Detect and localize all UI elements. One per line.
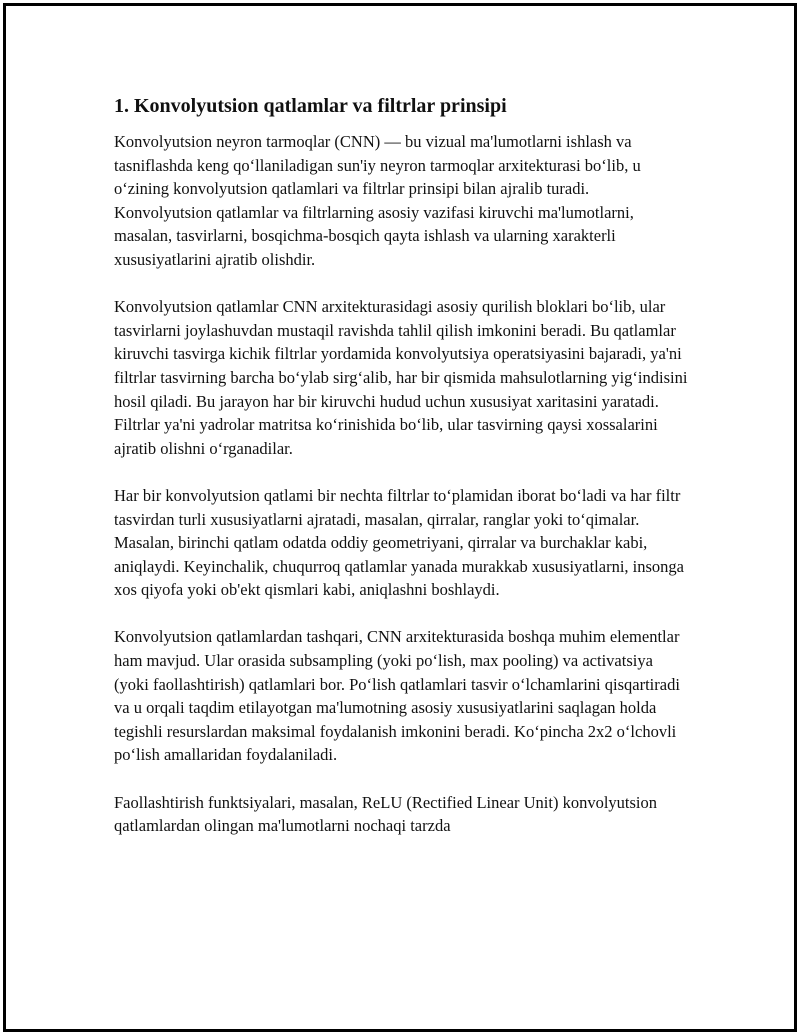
document-body — [114, 92, 690, 861]
paragraph-1: Konvolyutsion neyron tarmoqlar (CNN) — bu vizual ma'lumotlarni ishlash va tasniflashda keng qo‘llaniladigan sun'iy neyron tarmoqlar arxitekturasi bo‘lib, u o‘zining konvolyutsion qatlamlari va filtrlar prinsipi bilan ajralib turadi. Konvolyutsion qatlamlar va filtrlarning asosiy vazifasi kiruvchi ma'lumotlarni, masalan, tasvirlarni, bosqichma-bosqich qayta ishlash va ularning xarakterli xususiyatlarini ajratib olishdir. — [114, 132, 641, 269]
paragraph-3: Har bir konvolyutsion qatlami bir nechta filtrlar to‘plamidan iborat bo‘ladi va har filtr tasvirdan turli xususiyatlarni ajratadi, masalan, qirralar, ranglar yoki to‘qimalar. Masalan, birinchi qatlam odatda oddiy geometriyani, qirralar va burchaklar kabi, aniqlaydi. Keyinchalik, chuqurroq qatlamlar yanada murakkab xususiyatlarni, insonga xos qiyofa yoki ob'ekt qismlari kabi, aniqlashni boshlaydi. — [114, 485, 684, 600]
section-heading: 1. Konvolyutsion qatlamlar va filtrlar prinsipi — [114, 95, 507, 117]
paragraph-4: Konvolyutsion qatlamlardan tashqari, CNN arxitekturasida boshqa muhim elementlar ham mavjud. Ular orasida subsampling (yoki po‘lish, max pooling) va activatsiya (yoki faollashtirish) qatlamlari bor. Po‘lish qatlamlari tasvir o‘lchamlarini qisqartiradi va u orqali taqdim etilayotgan ma'lumotning asosiy xususiyatlarini saqlagan holda tegishli resurslardan maksimal foydalanish imkonini beradi. Ko‘pincha 2x2 o‘lchovli po‘lish amallaridan foydalaniladi. — [114, 627, 680, 765]
paragraph-5: Faollashtirish funktsiyalari, masalan, ReLU (Rectified Linear Unit) konvolyutsion qatlamlardan olingan ma'lumotlarni nochaqi tarzda — [114, 792, 658, 836]
paragraph-2: Konvolyutsion qatlamlar CNN arxitekturasidagi asosiy qurilish bloklari bo‘lib, ular tasvirlarni joylashuvdan mustaqil ravishda tahlil qilish imkonini beradi. Bu qatlamlar kiruvchi tasvirga kichik filtrlar yordamida konvolyutsiya operatsiyasini bajaradi, ya'ni filtrlar tasvirning barcha bo‘ylab sirg‘alib, har bir qismida mahsulotlarning yig‘indisini hosil qiladi. Bu jarayon har bir kiruvchi hudud uchun xususiyat xaritasini yaratadi. Filtrlar ya'ni yadrolar matritsa ko‘rinishida bo‘lib, ular tasvirning qaysi xossalarini ajratib olishni o‘rganadilar. — [114, 297, 688, 458]
